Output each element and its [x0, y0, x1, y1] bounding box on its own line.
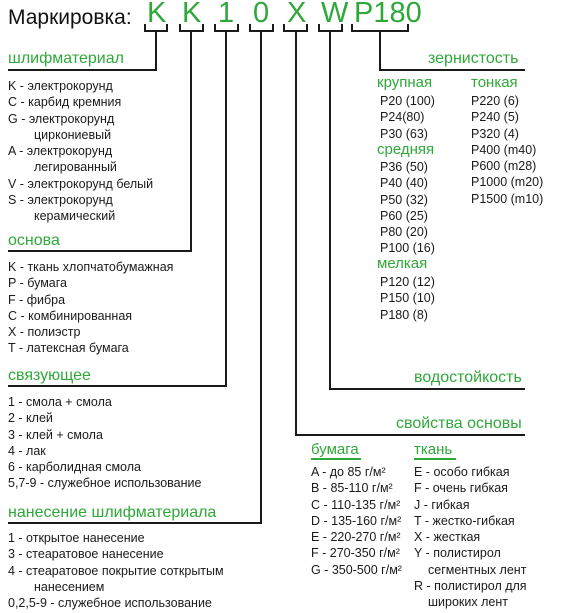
- abrasive-item: V - электрокорунд белый: [8, 176, 154, 191]
- grit-item: P50 (32): [380, 192, 428, 207]
- abrasive-item: S - электрокорунд: [8, 193, 113, 208]
- backing-item: T - латексная бумага: [8, 341, 129, 356]
- backing-item: P - бумага: [8, 276, 67, 291]
- grit-item: P600 (m28): [471, 159, 537, 174]
- grit-item: P36 (50): [380, 160, 428, 174]
- code-char-k2: K: [182, 0, 202, 29]
- code-char-k1: K: [147, 0, 167, 29]
- bond-item: 5,7-9 - служебное использование: [8, 476, 202, 491]
- paper-item: F - 270-350 г/м²: [311, 546, 400, 561]
- backing-header: основа: [8, 232, 60, 249]
- grit-item: P1000 (m20): [471, 175, 544, 190]
- fabric-underline: [414, 458, 456, 460]
- abrasive-item: циркониевый: [34, 127, 112, 142]
- paper-item: B - 85-110 г/м²: [311, 481, 393, 496]
- marking-title: Маркировка:: [8, 6, 132, 29]
- grit-item: P100 (16): [380, 241, 435, 256]
- grit-item: P120 (12): [380, 275, 435, 289]
- grit-coarse-list: [380, 93, 435, 142]
- code-char-w: W: [321, 0, 349, 29]
- bond-list: [8, 394, 201, 492]
- abrasive-item: керамический: [34, 209, 116, 224]
- coating-item: 3 - стеаратовое нанесение: [8, 547, 164, 562]
- abrasive-item: легированный: [34, 160, 117, 175]
- grit-small-label: мелкая: [377, 255, 428, 272]
- abrasive-list: [8, 78, 153, 225]
- grit-item: P240 (5): [471, 110, 519, 125]
- bond-item: 6 - карболидная смола: [8, 460, 141, 475]
- backing-item: K - ткань хлопчатобумажная: [8, 260, 174, 274]
- fabric-item: T - жестко-гибкая: [414, 513, 515, 528]
- code-char-1: 1: [218, 0, 235, 29]
- coating-list: [8, 530, 224, 611]
- fabric-label: ткань: [414, 441, 453, 458]
- paper-item: A - до 85 г/м²: [311, 465, 386, 479]
- abrasive-item: A - электрокорунд: [8, 144, 113, 159]
- paper-list: [311, 464, 402, 578]
- fabric-item: F - очень гибкая: [414, 481, 508, 496]
- bond-item: 1 - смола + смола: [8, 395, 112, 409]
- paper-item: D - 135-160 г/м²: [311, 513, 402, 528]
- grit-coarse-label: крупная: [377, 74, 433, 91]
- code-char-x: X: [287, 0, 307, 29]
- grit-fine-label: тонкая: [471, 74, 518, 91]
- grit-small-list: [380, 274, 435, 323]
- fabric-item: J - гибкая: [414, 497, 470, 512]
- backing-item: X - полиэстр: [8, 325, 81, 340]
- grit-item: P80 (20): [380, 225, 428, 240]
- grit-item: P30 (63): [380, 126, 428, 141]
- coating-header: нанесение шлифматериала: [8, 504, 217, 521]
- coating-item: нанесением: [34, 579, 105, 594]
- backing-item: C - комбинированная: [8, 308, 133, 323]
- paper-item: C - 110-135 г/м²: [311, 497, 401, 512]
- paper-item: E - 220-270 г/м²: [311, 530, 401, 545]
- grit-item: P40 (40): [380, 176, 428, 191]
- grit-fine-list: [471, 93, 543, 207]
- grit-item: P1500 (m10): [471, 191, 544, 206]
- bond-item: 3 - клей + смола: [8, 427, 103, 442]
- paper-item: G - 350-500 г/м²: [311, 562, 402, 577]
- abrasive-item: G - электрокорунд: [8, 111, 115, 126]
- abrasive-header: шлифматериал: [8, 50, 124, 67]
- bond-item: 4 - лак: [8, 443, 46, 458]
- grit-item: P320 (4): [471, 126, 519, 141]
- fabric-item: сегментных лент: [428, 562, 527, 577]
- coating-item: 0,2,5-9 - служебное использование: [8, 596, 212, 611]
- grit-item: P220 (6): [471, 94, 519, 108]
- fabric-item: Y - полистирол: [414, 546, 501, 561]
- paper-underline: [311, 458, 361, 460]
- coating-item: 1 - открытое нанесение: [8, 531, 145, 545]
- fabric-item: E - особо гибкая: [414, 465, 510, 479]
- coating-item: 4 - стеаратовое покрытие соткрытым: [8, 563, 224, 578]
- bond-header: связующее: [8, 367, 91, 384]
- abrasive-item: K - электрокорунд: [8, 79, 113, 93]
- paper-label: бумага: [311, 441, 359, 458]
- grit-item: P400 (m40): [471, 142, 537, 157]
- backing-list: [8, 259, 173, 357]
- fabric-item: R - полистирол для: [414, 579, 527, 594]
- grit-medium-label: средняя: [377, 141, 435, 158]
- grit-item: P180 (8): [380, 307, 428, 322]
- grit-header: зернистость: [428, 50, 519, 67]
- water-header: водостойкость: [414, 369, 522, 386]
- code-char-p180: P180: [354, 0, 422, 29]
- fabric-item: широких лент: [428, 595, 508, 610]
- fabric-list: [414, 464, 527, 611]
- abrasive-item: C - карбид кремния: [8, 95, 122, 110]
- backing-item: F - фибра: [8, 292, 66, 307]
- grit-item: P150 (10): [380, 291, 435, 306]
- grit-item: P20 (100): [380, 94, 435, 108]
- bond-item: 2 - клей: [8, 411, 53, 426]
- grit-medium-list: [380, 159, 435, 257]
- fabric-item: X - жесткая: [414, 530, 481, 545]
- grit-item: P24(80): [380, 110, 425, 125]
- code-char-0: 0: [253, 0, 270, 29]
- props-header: свойства основы: [396, 415, 522, 432]
- grit-item: P60 (25): [380, 208, 428, 223]
